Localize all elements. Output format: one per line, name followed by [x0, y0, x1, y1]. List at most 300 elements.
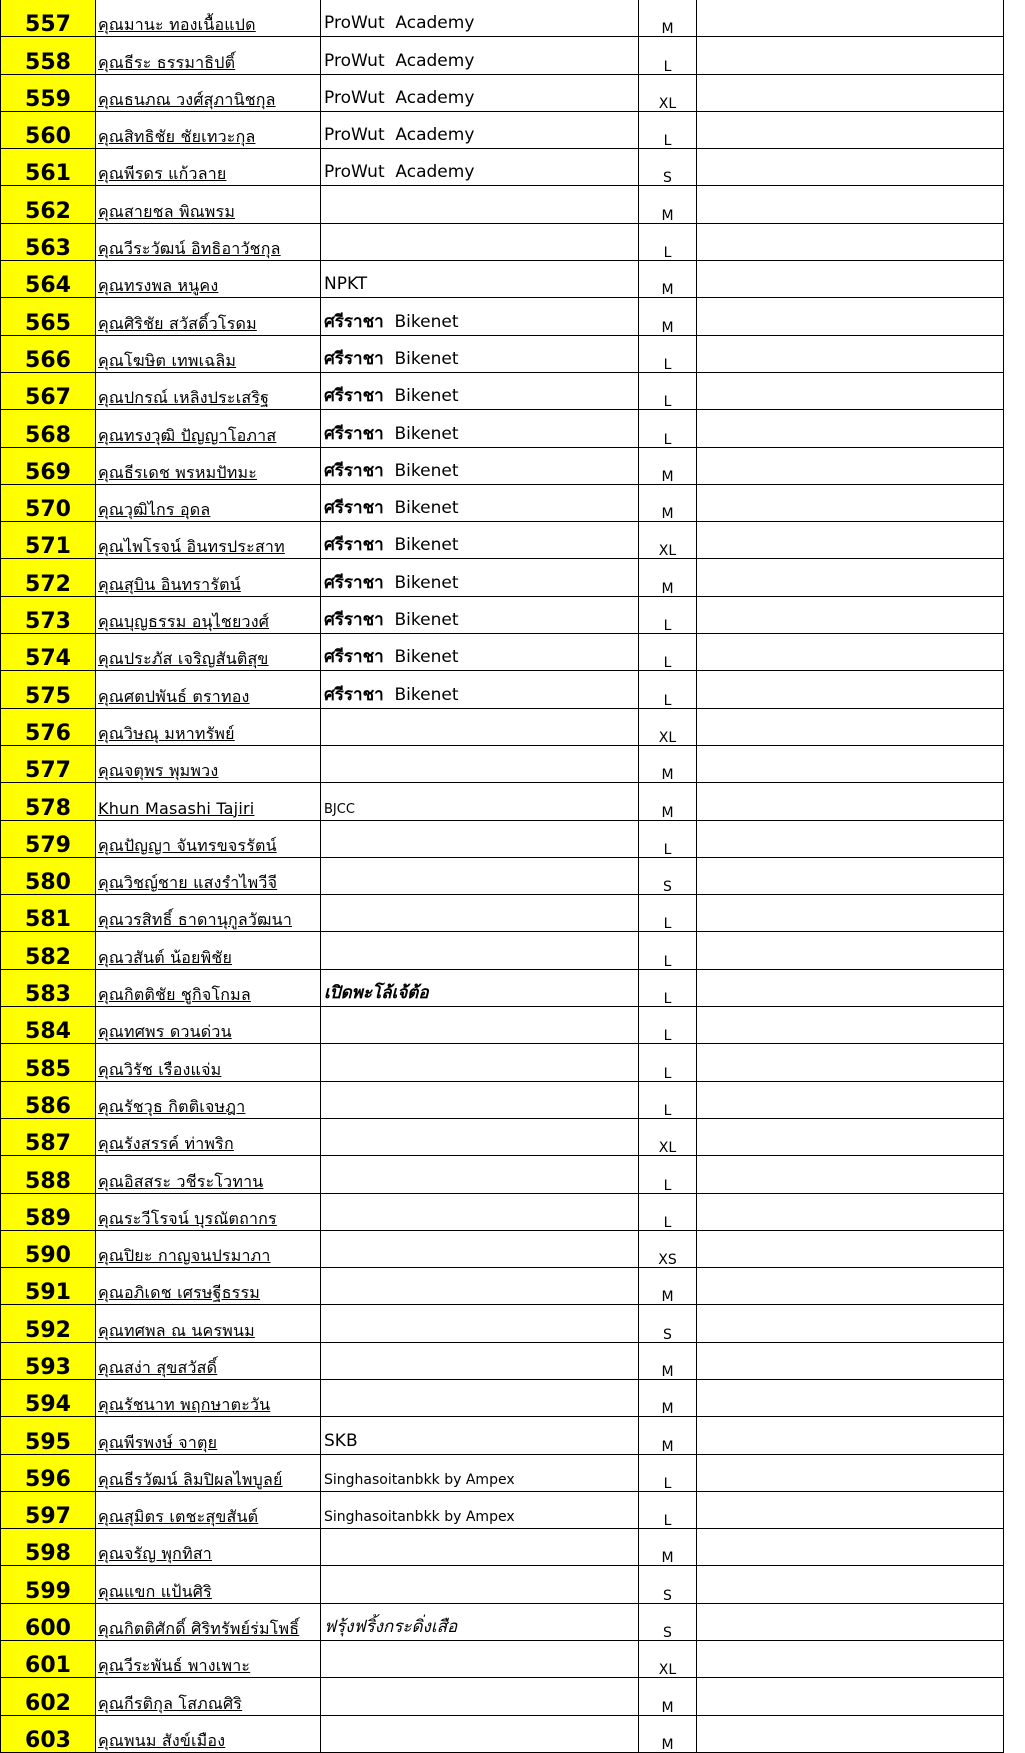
empty-cell[interactable]: [697, 1305, 1004, 1342]
row-number[interactable]: 558: [1, 37, 96, 74]
empty-cell[interactable]: [697, 1715, 1004, 1752]
team-cell[interactable]: [321, 522, 639, 559]
table-row[interactable]: [1, 1715, 1004, 1752]
team-city-label: ศรีราชา: [324, 386, 384, 407]
participant-name-cell[interactable]: คุณระวีโรจน์ บุรณัตถากร: [96, 1193, 321, 1230]
team-cell[interactable]: [321, 1118, 639, 1155]
shirt-size-cell[interactable]: L: [639, 1454, 697, 1491]
table-row[interactable]: [1, 0, 1004, 37]
participant-name-cell[interactable]: Khun Masashi Tajiri: [96, 783, 321, 820]
team-cell[interactable]: [321, 1268, 639, 1305]
participant-name-cell[interactable]: คุณแขก แป้นศิริ: [96, 1566, 321, 1603]
table-row[interactable]: [1, 1454, 1004, 1491]
row-number[interactable]: 602: [1, 1678, 96, 1715]
empty-cell[interactable]: [697, 298, 1004, 335]
shirt-size-cell[interactable]: S: [639, 1305, 697, 1342]
shirt-size-cell[interactable]: M: [639, 1417, 697, 1454]
table-row[interactable]: [1, 969, 1004, 1006]
participant-name-cell[interactable]: คุณทศพร ดวนด่วน: [96, 1007, 321, 1044]
empty-cell[interactable]: [697, 596, 1004, 633]
row-number[interactable]: 581: [1, 895, 96, 932]
team-cell[interactable]: [321, 1566, 639, 1603]
team-cell[interactable]: [321, 1641, 639, 1678]
participant-name-cell[interactable]: คุณธีระ ธรรมาธิปติ์: [96, 37, 321, 74]
shirt-size-cell[interactable]: L: [639, 671, 697, 708]
shirt-size-cell[interactable]: XL: [639, 1641, 697, 1678]
table-row[interactable]: [1, 1529, 1004, 1566]
table-row[interactable]: [1, 223, 1004, 260]
row-number[interactable]: 563: [1, 223, 96, 260]
team-cell[interactable]: [321, 1193, 639, 1230]
table-row[interactable]: [1, 1566, 1004, 1603]
empty-cell[interactable]: [697, 857, 1004, 894]
shirt-size-cell[interactable]: L: [639, 895, 697, 932]
team-cell[interactable]: ฟรุ้งฟริ้งกระดิ่งเสือ: [321, 1603, 639, 1640]
table-row[interactable]: [1, 1491, 1004, 1528]
shirt-size-cell[interactable]: L: [639, 1193, 697, 1230]
participant-name-cell[interactable]: คุณวสันต์ น้อยพิชัย: [96, 932, 321, 969]
empty-cell[interactable]: [697, 1230, 1004, 1267]
participant-name-cell[interactable]: คุณสง่า สุขสวัสดิ์: [96, 1342, 321, 1379]
empty-cell[interactable]: [697, 1566, 1004, 1603]
row-number[interactable]: 586: [1, 1081, 96, 1118]
empty-cell[interactable]: [697, 372, 1004, 409]
team-cell[interactable]: ProWut Academy: [321, 74, 639, 111]
empty-cell[interactable]: [697, 1491, 1004, 1528]
shirt-size-cell[interactable]: M: [639, 1268, 697, 1305]
empty-cell[interactable]: [697, 1603, 1004, 1640]
empty-cell[interactable]: [697, 969, 1004, 1006]
team-cell[interactable]: ProWut Academy: [321, 111, 639, 148]
participant-name-cell[interactable]: คุณปกรณ์ เหลิงประเสริฐ: [96, 372, 321, 409]
empty-cell[interactable]: [697, 484, 1004, 521]
empty-cell[interactable]: [697, 74, 1004, 111]
team-name-label: Bikenet: [394, 423, 459, 444]
participant-name-cell[interactable]: คุณรัชนาท พฤกษาตะวัน: [96, 1379, 321, 1416]
row-number[interactable]: 560: [1, 111, 96, 148]
participant-name-cell[interactable]: คุณบุญธรรม อนุไชยวงศ์: [96, 596, 321, 633]
team-cell[interactable]: ProWut Academy: [321, 0, 639, 37]
row-number[interactable]: 559: [1, 74, 96, 111]
row-number[interactable]: 572: [1, 559, 96, 596]
team-name-label: Bikenet: [394, 460, 459, 481]
participant-name-cell[interactable]: คุณโฆษิต เทพเฉลิม: [96, 335, 321, 372]
team-cell[interactable]: [321, 186, 639, 223]
table-row[interactable]: [1, 1118, 1004, 1155]
sheet-body: [1, 0, 1004, 1752]
participant-name-cell[interactable]: คุณธีรวัฒน์ ลิมปิผลไพบูลย์: [96, 1454, 321, 1491]
shirt-size-cell[interactable]: L: [639, 372, 697, 409]
table-row[interactable]: [1, 932, 1004, 969]
participant-name-cell[interactable]: คุณศตปพันธ์ ตราทอง: [96, 671, 321, 708]
team-cell[interactable]: [321, 857, 639, 894]
team-cell[interactable]: [321, 559, 639, 596]
row-number[interactable]: 571: [1, 522, 96, 559]
shirt-size-cell[interactable]: M: [639, 559, 697, 596]
row-number[interactable]: 562: [1, 186, 96, 223]
row-number[interactable]: 583: [1, 969, 96, 1006]
table-row[interactable]: [1, 1379, 1004, 1416]
empty-cell[interactable]: [697, 1118, 1004, 1155]
team-cell[interactable]: Singhasoitanbkk by Ampex: [321, 1454, 639, 1491]
participant-name-cell[interactable]: คุณประภัส เจริญสันติสุข: [96, 634, 321, 671]
empty-cell[interactable]: [697, 1007, 1004, 1044]
empty-cell[interactable]: [697, 1193, 1004, 1230]
participant-name-cell[interactable]: คุณพนม สังข์เมือง: [96, 1715, 321, 1752]
shirt-size-cell[interactable]: S: [639, 1603, 697, 1640]
shirt-size-cell[interactable]: M: [639, 1379, 697, 1416]
empty-cell[interactable]: [697, 447, 1004, 484]
table-row[interactable]: [1, 298, 1004, 335]
row-number[interactable]: 573: [1, 596, 96, 633]
table-row[interactable]: [1, 111, 1004, 148]
team-city-label: ศรีราชา: [324, 572, 384, 593]
shirt-size-cell[interactable]: M: [639, 1678, 697, 1715]
participant-name-cell[interactable]: คุณศิริชัย สวัสดิ์วโรดม: [96, 298, 321, 335]
participant-name-cell[interactable]: คุณจรัญ พุกทิสา: [96, 1529, 321, 1566]
row-number[interactable]: 577: [1, 745, 96, 782]
shirt-size-cell[interactable]: L: [639, 1156, 697, 1193]
row-number[interactable]: 594: [1, 1379, 96, 1416]
team-cell[interactable]: [321, 1007, 639, 1044]
empty-cell[interactable]: [697, 111, 1004, 148]
row-number[interactable]: 597: [1, 1491, 96, 1528]
row-number[interactable]: 590: [1, 1230, 96, 1267]
shirt-size-cell[interactable]: XL: [639, 708, 697, 745]
row-number[interactable]: 576: [1, 708, 96, 745]
team-cell[interactable]: [321, 1715, 639, 1752]
table-row[interactable]: [1, 1268, 1004, 1305]
shirt-size-cell[interactable]: L: [639, 1491, 697, 1528]
team-cell[interactable]: ProWut Academy: [321, 37, 639, 74]
participant-name-cell[interactable]: คุณจตุพร พุมพวง: [96, 745, 321, 782]
shirt-size-cell[interactable]: L: [639, 1081, 697, 1118]
table-row[interactable]: [1, 857, 1004, 894]
shirt-size-cell[interactable]: XS: [639, 1230, 697, 1267]
team-city-label: ศรีราชา: [324, 535, 384, 556]
row-number[interactable]: 567: [1, 372, 96, 409]
table-row[interactable]: [1, 634, 1004, 671]
shirt-size-cell[interactable]: XL: [639, 1118, 697, 1155]
team-name-label: Bikenet: [394, 610, 459, 631]
empty-cell[interactable]: [697, 820, 1004, 857]
empty-cell[interactable]: [697, 708, 1004, 745]
team-cell[interactable]: Singhasoitanbkk by Ampex: [321, 1491, 639, 1528]
participant-name-cell[interactable]: คุณไพโรจน์ อินทรประสาท: [96, 522, 321, 559]
team-name-label: Bikenet: [394, 647, 459, 668]
shirt-size-cell[interactable]: S: [639, 149, 697, 186]
row-number[interactable]: 593: [1, 1342, 96, 1379]
shirt-size-cell[interactable]: M: [639, 261, 697, 298]
empty-cell[interactable]: [697, 149, 1004, 186]
table-row[interactable]: [1, 559, 1004, 596]
participant-name-cell[interactable]: คุณสุมิตร เตชะสุขสันต์: [96, 1491, 321, 1528]
table-row[interactable]: [1, 261, 1004, 298]
table-row[interactable]: [1, 1081, 1004, 1118]
shirt-size-cell[interactable]: L: [639, 111, 697, 148]
team-cell[interactable]: [321, 895, 639, 932]
team-cell[interactable]: [321, 447, 639, 484]
table-row[interactable]: [1, 783, 1004, 820]
participant-name-cell[interactable]: คุณวีระวัฒน์ อิทธิอาวัชกุล: [96, 223, 321, 260]
team-cell[interactable]: NPKT: [321, 261, 639, 298]
table-row[interactable]: [1, 372, 1004, 409]
participant-name-cell[interactable]: คุณสุบิน อินทรารัตน์: [96, 559, 321, 596]
team-cell[interactable]: [321, 484, 639, 521]
participant-name-cell[interactable]: คุณวีระพันธ์ พางเพาะ: [96, 1641, 321, 1678]
participant-name-cell[interactable]: คุณอิสสระ วชีระโวทาน: [96, 1156, 321, 1193]
participant-name-cell[interactable]: คุณพีรพงษ์ จาตุย: [96, 1417, 321, 1454]
empty-cell[interactable]: [697, 1454, 1004, 1491]
row-number[interactable]: 566: [1, 335, 96, 372]
table-row[interactable]: [1, 37, 1004, 74]
participant-name-cell[interactable]: คุณกิตติชัย ชูกิจโกมล: [96, 969, 321, 1006]
team-name-label: Bikenet: [394, 311, 459, 332]
participant-name-cell[interactable]: คุณวุฒิไกร อุดล: [96, 484, 321, 521]
table-row[interactable]: [1, 186, 1004, 223]
participant-name-cell[interactable]: คุณทศพล ณ นครพนม: [96, 1305, 321, 1342]
empty-cell[interactable]: [697, 1417, 1004, 1454]
participant-name-cell[interactable]: คุณพีรดร แก้วลาย: [96, 149, 321, 186]
empty-cell[interactable]: [697, 1268, 1004, 1305]
shirt-size-cell[interactable]: L: [639, 410, 697, 447]
table-row[interactable]: [1, 708, 1004, 745]
empty-cell[interactable]: [697, 895, 1004, 932]
shirt-size-cell[interactable]: S: [639, 857, 697, 894]
empty-cell[interactable]: [697, 1156, 1004, 1193]
participant-name-cell[interactable]: คุณวิชญ์ชาย แสงรำไพวีจี: [96, 857, 321, 894]
empty-cell[interactable]: [697, 1379, 1004, 1416]
team-cell[interactable]: [321, 335, 639, 372]
participant-name-cell[interactable]: คุณปิยะ กาญจนปรมาภา: [96, 1230, 321, 1267]
participant-name-cell[interactable]: คุณมานะ ทองเนื้อแปด: [96, 0, 321, 37]
shirt-size-cell[interactable]: L: [639, 596, 697, 633]
empty-cell[interactable]: [697, 223, 1004, 260]
table-row[interactable]: [1, 671, 1004, 708]
table-row[interactable]: [1, 1678, 1004, 1715]
participant-name-cell[interactable]: คุณธีรเดช พรหมปัทมะ: [96, 447, 321, 484]
empty-cell[interactable]: [697, 559, 1004, 596]
table-row[interactable]: [1, 1044, 1004, 1081]
shirt-size-cell[interactable]: L: [639, 37, 697, 74]
shirt-size-cell[interactable]: M: [639, 186, 697, 223]
shirt-size-cell[interactable]: L: [639, 335, 697, 372]
empty-cell[interactable]: [697, 932, 1004, 969]
row-number[interactable]: 588: [1, 1156, 96, 1193]
shirt-size-cell[interactable]: L: [639, 969, 697, 1006]
team-cell[interactable]: [321, 298, 639, 335]
table-row[interactable]: [1, 1641, 1004, 1678]
table-row[interactable]: [1, 745, 1004, 782]
shirt-size-cell[interactable]: M: [639, 1715, 697, 1752]
row-number[interactable]: 596: [1, 1454, 96, 1491]
team-name-label: Bikenet: [394, 535, 459, 556]
participant-name-cell[interactable]: คุณกิตติศักดิ์ ศิริทรัพย์ร่มโพธิ์: [96, 1603, 321, 1640]
empty-cell[interactable]: [697, 1641, 1004, 1678]
empty-cell[interactable]: [697, 335, 1004, 372]
row-number[interactable]: 585: [1, 1044, 96, 1081]
row-number[interactable]: 570: [1, 484, 96, 521]
row-number[interactable]: 575: [1, 671, 96, 708]
table-row[interactable]: [1, 74, 1004, 111]
participant-name-cell[interactable]: คุณสายชล พิณพรม: [96, 186, 321, 223]
participant-name-cell[interactable]: คุณทรงวุฒิ ปัญญาโอภาส: [96, 410, 321, 447]
participant-name-cell[interactable]: คุณวิษณุ มหาทรัพย์: [96, 708, 321, 745]
empty-cell[interactable]: [697, 671, 1004, 708]
shirt-size-cell[interactable]: M: [639, 745, 697, 782]
table-row[interactable]: [1, 1417, 1004, 1454]
shirt-size-cell[interactable]: XL: [639, 522, 697, 559]
team-cell[interactable]: [321, 1529, 639, 1566]
team-cell[interactable]: [321, 1156, 639, 1193]
participant-name-cell[interactable]: คุณรังสรรค์ ท่าพริก: [96, 1118, 321, 1155]
team-name-label: Bikenet: [394, 386, 459, 407]
table-row[interactable]: [1, 1342, 1004, 1379]
team-city-label: ศรีราชา: [324, 311, 384, 332]
team-cell[interactable]: เปิดพะโล้เจ้ต้อ: [321, 969, 639, 1006]
row-number[interactable]: 564: [1, 261, 96, 298]
shirt-size-cell[interactable]: L: [639, 820, 697, 857]
shirt-size-cell[interactable]: M: [639, 298, 697, 335]
table-row[interactable]: [1, 335, 1004, 372]
empty-cell[interactable]: [697, 634, 1004, 671]
team-cell[interactable]: [321, 634, 639, 671]
participant-name-cell[interactable]: คุณอภิเดช เศรษฐีธรรม: [96, 1268, 321, 1305]
row-number[interactable]: 569: [1, 447, 96, 484]
row-number[interactable]: 589: [1, 1193, 96, 1230]
empty-cell[interactable]: [697, 410, 1004, 447]
team-cell[interactable]: [321, 223, 639, 260]
shirt-size-cell[interactable]: M: [639, 0, 697, 37]
empty-cell[interactable]: [697, 261, 1004, 298]
team-cell[interactable]: [321, 372, 639, 409]
team-cell[interactable]: [321, 820, 639, 857]
team-cell[interactable]: BJCC: [321, 783, 639, 820]
row-number[interactable]: 568: [1, 410, 96, 447]
shirt-size-cell[interactable]: M: [639, 1342, 697, 1379]
team-cell[interactable]: [321, 1044, 639, 1081]
participant-name-cell[interactable]: คุณทรงพล หนูคง: [96, 261, 321, 298]
team-cell[interactable]: [321, 932, 639, 969]
row-number[interactable]: 587: [1, 1118, 96, 1155]
participant-name-cell[interactable]: คุณรัชวุธ กิตติเจษฎา: [96, 1081, 321, 1118]
row-number[interactable]: 599: [1, 1566, 96, 1603]
table-row[interactable]: [1, 1305, 1004, 1342]
shirt-size-cell[interactable]: L: [639, 932, 697, 969]
table-row[interactable]: [1, 1193, 1004, 1230]
table-row[interactable]: [1, 522, 1004, 559]
shirt-size-cell[interactable]: S: [639, 1566, 697, 1603]
team-city-label: ศรีราชา: [324, 610, 384, 631]
team-cell[interactable]: [321, 1305, 639, 1342]
empty-cell[interactable]: [697, 0, 1004, 37]
empty-cell[interactable]: [697, 1044, 1004, 1081]
table-row[interactable]: [1, 410, 1004, 447]
team-cell[interactable]: [321, 745, 639, 782]
row-number[interactable]: 578: [1, 783, 96, 820]
row-number[interactable]: 595: [1, 1417, 96, 1454]
team-city-label: ศรีราชา: [324, 460, 384, 481]
empty-cell[interactable]: [697, 37, 1004, 74]
table-row[interactable]: [1, 484, 1004, 521]
empty-cell[interactable]: [697, 1529, 1004, 1566]
table-row[interactable]: [1, 1156, 1004, 1193]
row-number[interactable]: 579: [1, 820, 96, 857]
participant-name-cell[interactable]: คุณวรสิทธิ์ ธาดานุกูลวัฒนา: [96, 895, 321, 932]
row-number[interactable]: 574: [1, 634, 96, 671]
team-cell[interactable]: ProWut Academy: [321, 149, 639, 186]
empty-cell[interactable]: [697, 783, 1004, 820]
table-row[interactable]: [1, 447, 1004, 484]
table-row[interactable]: [1, 1230, 1004, 1267]
team-cell[interactable]: [321, 671, 639, 708]
row-number[interactable]: 561: [1, 149, 96, 186]
team-cell[interactable]: [321, 1342, 639, 1379]
empty-cell[interactable]: [697, 745, 1004, 782]
row-number[interactable]: 557: [1, 0, 96, 37]
table-row[interactable]: [1, 1007, 1004, 1044]
team-cell[interactable]: [321, 410, 639, 447]
table-row[interactable]: [1, 149, 1004, 186]
participant-name-cell[interactable]: คุณกีรติกุล โสภณศิริ: [96, 1678, 321, 1715]
team-cell[interactable]: [321, 1230, 639, 1267]
shirt-size-cell[interactable]: XL: [639, 74, 697, 111]
shirt-size-cell[interactable]: M: [639, 783, 697, 820]
team-cell[interactable]: SKB: [321, 1417, 639, 1454]
empty-cell[interactable]: [697, 186, 1004, 223]
shirt-size-cell[interactable]: M: [639, 1529, 697, 1566]
team-cell[interactable]: [321, 1379, 639, 1416]
participant-name-cell[interactable]: คุณธนภณ วงศ์สุภานิชกุล: [96, 74, 321, 111]
table-row[interactable]: [1, 820, 1004, 857]
team-city-label: ศรีราชา: [324, 348, 384, 369]
table-row[interactable]: [1, 1603, 1004, 1640]
row-number[interactable]: 565: [1, 298, 96, 335]
shirt-size-cell[interactable]: L: [639, 223, 697, 260]
row-number[interactable]: 603: [1, 1715, 96, 1752]
shirt-size-cell[interactable]: M: [639, 447, 697, 484]
participant-name-cell[interactable]: คุณวิรัช เรืองแจ่ม: [96, 1044, 321, 1081]
row-number[interactable]: 592: [1, 1305, 96, 1342]
participant-name-cell[interactable]: คุณสิทธิชัย ชัยเทวะกุล: [96, 111, 321, 148]
shirt-size-cell[interactable]: M: [639, 484, 697, 521]
empty-cell[interactable]: [697, 522, 1004, 559]
team-name-label: Bikenet: [394, 572, 459, 593]
table-row[interactable]: [1, 895, 1004, 932]
team-name-label: Bikenet: [394, 684, 459, 705]
row-number[interactable]: 598: [1, 1529, 96, 1566]
shirt-size-cell[interactable]: L: [639, 1007, 697, 1044]
row-number[interactable]: 582: [1, 932, 96, 969]
team-cell[interactable]: [321, 1081, 639, 1118]
team-cell[interactable]: [321, 708, 639, 745]
row-number[interactable]: 591: [1, 1268, 96, 1305]
row-number[interactable]: 601: [1, 1641, 96, 1678]
table-row[interactable]: [1, 596, 1004, 633]
shirt-size-cell[interactable]: L: [639, 1044, 697, 1081]
row-number[interactable]: 584: [1, 1007, 96, 1044]
team-cell[interactable]: [321, 1678, 639, 1715]
empty-cell[interactable]: [697, 1081, 1004, 1118]
empty-cell[interactable]: [697, 1678, 1004, 1715]
row-number[interactable]: 580: [1, 857, 96, 894]
empty-cell[interactable]: [697, 1342, 1004, 1379]
team-cell[interactable]: [321, 596, 639, 633]
participant-name-cell[interactable]: คุณปัญญา จันทรขจรรัตน์: [96, 820, 321, 857]
shirt-size-cell[interactable]: L: [639, 634, 697, 671]
team-name-label: Bikenet: [394, 498, 459, 519]
row-number[interactable]: 600: [1, 1603, 96, 1640]
